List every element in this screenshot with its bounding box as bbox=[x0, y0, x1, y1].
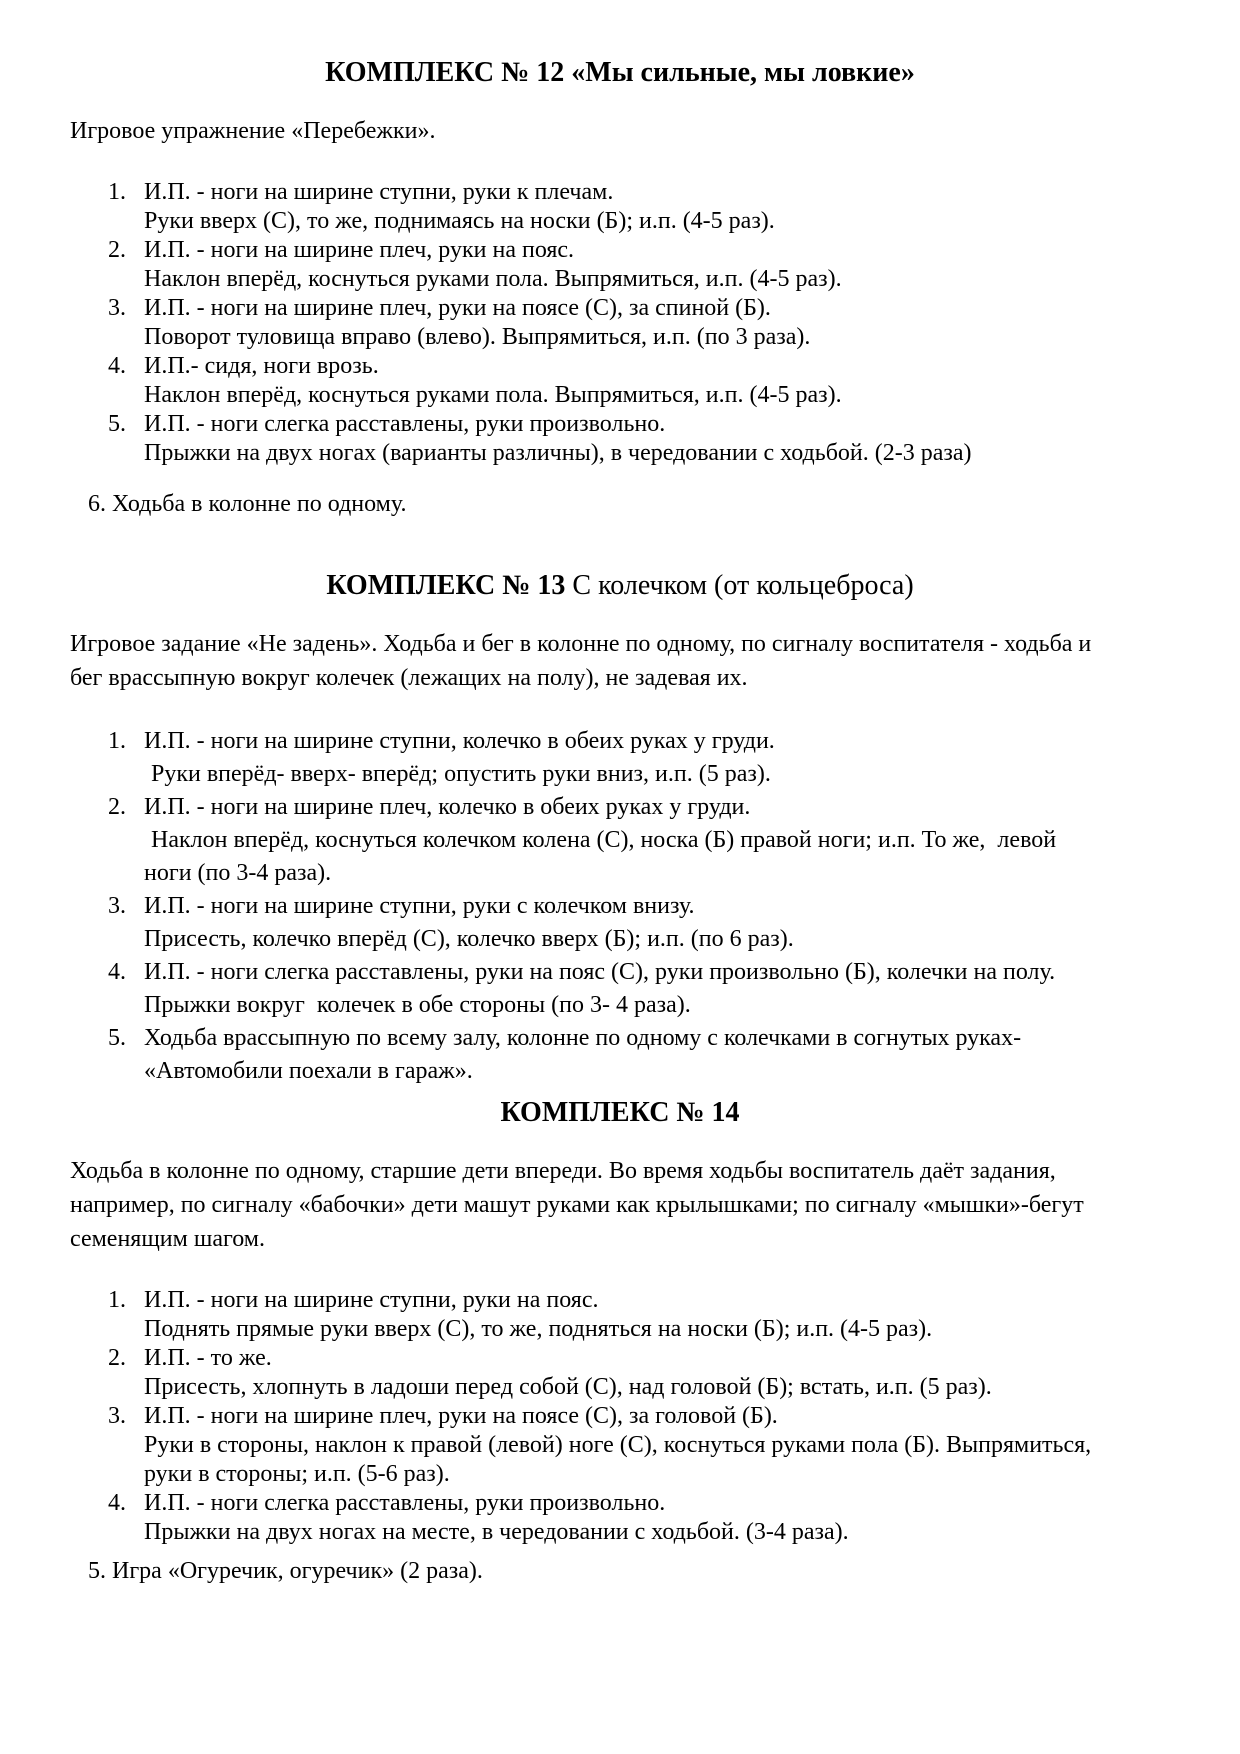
item-text bbox=[144, 236, 1170, 294]
intro-paragraph bbox=[70, 627, 1170, 695]
paragraph-line: Ходьба в колонне по одному, старшие дети впереди. Во время ходьбы воспитатель даёт задания, bbox=[70, 1158, 1056, 1184]
item-number: 2. bbox=[108, 1345, 126, 1371]
section-title-bold-text: КОМПЛЕКС № 14 bbox=[500, 1097, 740, 1128]
item-text bbox=[144, 410, 1170, 468]
item-line: И.П. - ноги слегка расставлены, руки произвольно. bbox=[144, 1490, 666, 1516]
item-number: 2. bbox=[108, 794, 126, 820]
list-item bbox=[108, 1022, 1170, 1088]
intro-paragraph bbox=[70, 1154, 1170, 1256]
item-text bbox=[144, 1022, 1170, 1088]
item-line: Руки в стороны, наклон к правой (левой) ноге (С), коснуться руками пола (Б). Выпрямиться, bbox=[144, 1432, 1092, 1458]
item-number: 4. bbox=[108, 959, 126, 985]
section-complex-12 bbox=[70, 56, 1170, 519]
item-line: И.П. - ноги на ширине ступни, руки на пояс. bbox=[144, 1287, 599, 1313]
item-line: Наклон вперёд, коснуться колечком колена (С), носка (Б) правой ноги; и.п. То же, левой bbox=[151, 827, 1057, 853]
item-line: И.П. - ноги на ширине плеч, руки на поясе (С), за спиной (Б). bbox=[144, 295, 771, 321]
exercise-list bbox=[108, 1286, 1170, 1547]
item-line: Ходьба врассыпную по всему залу, колонне по одному с колечками в согнутых руках- bbox=[144, 1025, 1022, 1051]
item-text bbox=[144, 178, 1170, 236]
item-line: И.П.- сидя, ноги врозь. bbox=[144, 353, 379, 379]
item-line: Руки вверх (С), то же, поднимаясь на носки (Б); и.п. (4-5 раз). bbox=[144, 208, 775, 234]
item-text bbox=[144, 1402, 1170, 1489]
list-item bbox=[108, 1489, 1170, 1547]
item-number: 3. bbox=[108, 1403, 126, 1429]
section-title bbox=[70, 56, 1170, 90]
item-line: И.П. - ноги слегка расставлены, руки произвольно. bbox=[144, 411, 666, 437]
item-line: Прыжки на двух ногах (варианты различны), в чередовании с ходьбой. (2-3 раза) bbox=[144, 440, 972, 466]
item-line: Присесть, хлопнуть в ладоши перед собой (С), над головой (Б); встать, и.п. (5 раз). bbox=[144, 1374, 992, 1400]
item-number: 1. bbox=[108, 1287, 126, 1313]
item-text bbox=[144, 1344, 1170, 1402]
section-title bbox=[70, 1096, 1170, 1130]
exercise-list bbox=[108, 178, 1170, 468]
item-line: Поворот туловища вправо (влево). Выпрямиться, и.п. (по 3 раза). bbox=[144, 324, 811, 350]
item-line: Поднять прямые руки вверх (С), то же, подняться на носки (Б); и.п. (4-5 раз). bbox=[144, 1316, 933, 1342]
paragraph-line: Игровое упражнение «Перебежки». bbox=[70, 118, 436, 144]
list-item bbox=[108, 294, 1170, 352]
item-number: 3. bbox=[108, 893, 126, 919]
item-number: 2. bbox=[108, 237, 126, 263]
item-line: И.П. - ноги на ширине плеч, руки на пояс. bbox=[144, 237, 575, 263]
item-line: И.П. - ноги на ширине ступни, руки к плечам. bbox=[144, 179, 614, 205]
item-text bbox=[144, 791, 1170, 890]
item-line: И.П. - то же. bbox=[144, 1345, 272, 1371]
item-line: «Автомобили поехали в гараж». bbox=[144, 1058, 473, 1084]
item-line: Наклон вперёд, коснуться руками пола. Выпрямиться, и.п. (4-5 раз). bbox=[144, 266, 842, 292]
list-item bbox=[108, 1402, 1170, 1489]
final-list-item: 5. Игра «Огуречик, огуречик» (2 раза). bbox=[88, 1558, 483, 1584]
item-line: И.П. - ноги на ширине ступни, руки с колечком внизу. bbox=[144, 893, 695, 919]
item-number: 5. bbox=[108, 411, 126, 437]
list-item bbox=[108, 791, 1170, 890]
intro-paragraph bbox=[70, 114, 1170, 148]
item-text bbox=[144, 1489, 1170, 1547]
item-number: 5. bbox=[108, 1025, 126, 1051]
paragraph-line: семенящим шагом. bbox=[70, 1226, 265, 1252]
exercise-list bbox=[108, 725, 1170, 1088]
item-text bbox=[144, 890, 1170, 956]
item-number: 4. bbox=[108, 1490, 126, 1516]
item-line: Присесть, колечко вперёд (С), колечко вверх (Б); и.п. (по 6 раз). bbox=[144, 926, 794, 952]
list-item bbox=[108, 1344, 1170, 1402]
item-line: И.П. - ноги на ширине ступни, колечко в обеих руках у груди. bbox=[144, 728, 775, 754]
item-line: Прыжки на двух ногах на месте, в чередовании с ходьбой. (3-4 раза). bbox=[144, 1519, 849, 1545]
section-title-rest-text: С колечком (от кольцеброса) bbox=[565, 570, 914, 601]
list-item bbox=[108, 236, 1170, 294]
item-line: Прыжки вокруг колечек в обе стороны (по 3- 4 раза). bbox=[144, 992, 691, 1018]
paragraph-line: бег врассыпную вокруг колечек (лежащих на полу), не задевая их. bbox=[70, 665, 748, 691]
list-item bbox=[108, 725, 1170, 791]
item-number: 1. bbox=[108, 728, 126, 754]
item-line: И.П. - ноги на ширине плеч, колечко в обеих руках у груди. bbox=[144, 794, 751, 820]
list-item bbox=[108, 890, 1170, 956]
item-number: 3. bbox=[108, 295, 126, 321]
list-item bbox=[108, 1286, 1170, 1344]
section-complex-13 bbox=[70, 569, 1170, 1088]
paragraph-line: Игровое задание «Не задень». Ходьба и бег в колонне по одному, по сигналу воспитателя - ходьба и bbox=[70, 631, 1092, 657]
item-text bbox=[144, 725, 1170, 791]
item-line: Руки вперёд- вверх- вперёд; опустить руки вниз, и.п. (5 раз). bbox=[151, 761, 771, 787]
list-item bbox=[108, 352, 1170, 410]
item-number: 4. bbox=[108, 353, 126, 379]
item-text bbox=[144, 1286, 1170, 1344]
item-line: руки в стороны; и.п. (5-6 раз). bbox=[144, 1461, 450, 1487]
item-number: 1. bbox=[108, 179, 126, 205]
list-item bbox=[108, 410, 1170, 468]
list-item bbox=[108, 956, 1170, 1022]
final-list-item: 6. Ходьба в колонне по одному. bbox=[88, 491, 407, 517]
paragraph-line: например, по сигналу «бабочки» дети машут руками как крылышками; по сигналу «мышки»-бегут bbox=[70, 1192, 1084, 1218]
item-text bbox=[144, 956, 1170, 1022]
item-line: ноги (по 3-4 раза). bbox=[144, 860, 332, 886]
section-title-bold-text: КОМПЛЕКС № 13 bbox=[326, 570, 566, 601]
item-text bbox=[144, 352, 1170, 410]
list-item bbox=[108, 178, 1170, 236]
section-title-bold-text: КОМПЛЕКС № 12 «Мы сильные, мы ловкие» bbox=[325, 57, 915, 88]
section-complex-14 bbox=[70, 1096, 1170, 1586]
item-line: Наклон вперёд, коснуться руками пола. Выпрямиться, и.п. (4-5 раз). bbox=[144, 382, 842, 408]
item-line: И.П. - ноги на ширине плеч, руки на поясе (С), за головой (Б). bbox=[144, 1403, 778, 1429]
item-text bbox=[144, 294, 1170, 352]
section-title bbox=[70, 569, 1170, 603]
item-line: И.П. - ноги слегка расставлены, руки на пояс (С), руки произвольно (Б), колечки на полу. bbox=[144, 959, 1056, 985]
